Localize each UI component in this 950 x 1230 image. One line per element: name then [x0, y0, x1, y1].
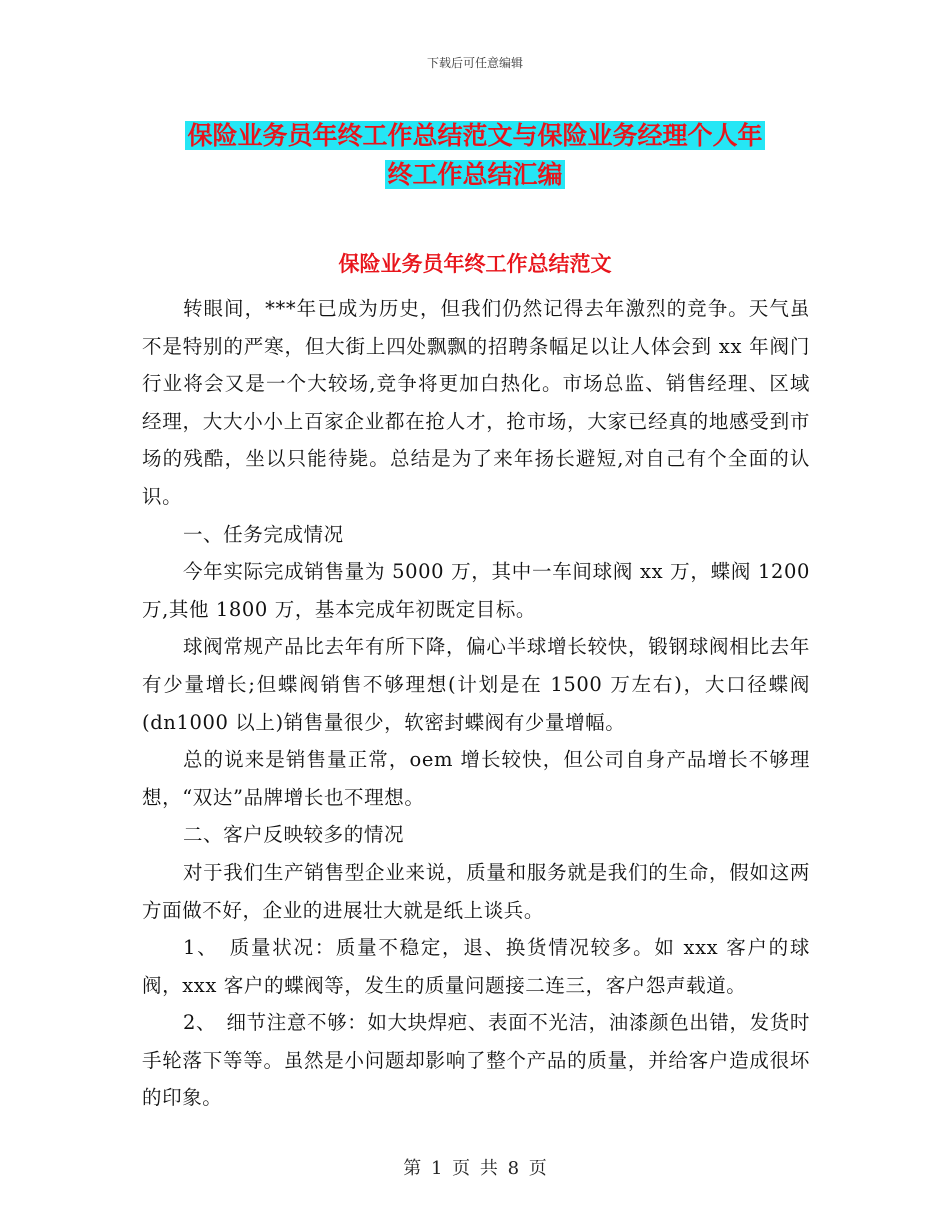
page-header: 下载后可任意编辑: [426, 56, 523, 70]
paragraph-intro: 转眼间，***年已成为历史，但我们仍然记得去年激烈的竞争。天气虽不是特别的严寒，但大街上四处飘飘的招聘条幅足以让人体会到 xx 年阀门行业将会又是一个大较场,竞争将更加白热化。市场总监、销售经理、区域经理，大大小小上百家企业都在抢人才，抢市场，大家已经真的地感受到市场的残酷，坐以只能待毙。总结是为了来年扬长避短,对自己有个全面的认识。: [142, 297, 810, 508]
section-title: 保险业务员年终工作总结范文: [338, 252, 612, 276]
list-item-details: 2、 细节注意不够：如大块焊疤、表面不光洁，油漆颜色出错，发货时手轮落下等等。虽然是小问题却影响了整个产品的质量，并给客户造成很坏的印象。: [142, 1011, 810, 1110]
document-body: [142, 290, 810, 1117]
list-item-quality: 1、 质量状况：质量不稳定，退、换货情况较多。如 xxx 客户的球阀，xxx 客户的蝶阀等，发生的质量问题接二连三，客户怨声载道。: [142, 936, 810, 997]
title-line-1: 保险业务员年终工作总结范文与保险业务经理个人年: [187, 121, 763, 150]
paragraph-sales-volume: 今年实际完成销售量为 5000 万，其中一车间球阀 xx 万，蝶阀 1200 万,其他 1800 万，基本完成年初既定目标。: [142, 560, 810, 621]
paragraph-product-analysis: 球阀常规产品比去年有所下降，偏心半球增长较快，锻钢球阀相比去年有少量增长;但蝶阀销售不够理想(计划是在 1500 万左右)，大口径蝶阀(dn1000 以上)销售量很少，软密封蝶阀有少量增幅。: [142, 635, 810, 734]
page-number: 第 1 页 共 8 页: [403, 1158, 547, 1179]
paragraph-quality-service: 对于我们生产销售型企业来说，质量和服务就是我们的生命，假如这两方面做不好，企业的进展壮大就是纸上谈兵。: [142, 860, 810, 922]
heading-customer-feedback: 二、客户反映较多的情况: [182, 823, 405, 847]
heading-task-completion: 一、任务完成情况: [182, 522, 344, 546]
title-line-2: 终工作总结汇编: [387, 160, 563, 189]
paragraph-summary: 总的说来是销售量正常，oem 增长较快，但公司自身产品增长不够理想，“双达”品牌增长也不理想。: [142, 748, 810, 809]
